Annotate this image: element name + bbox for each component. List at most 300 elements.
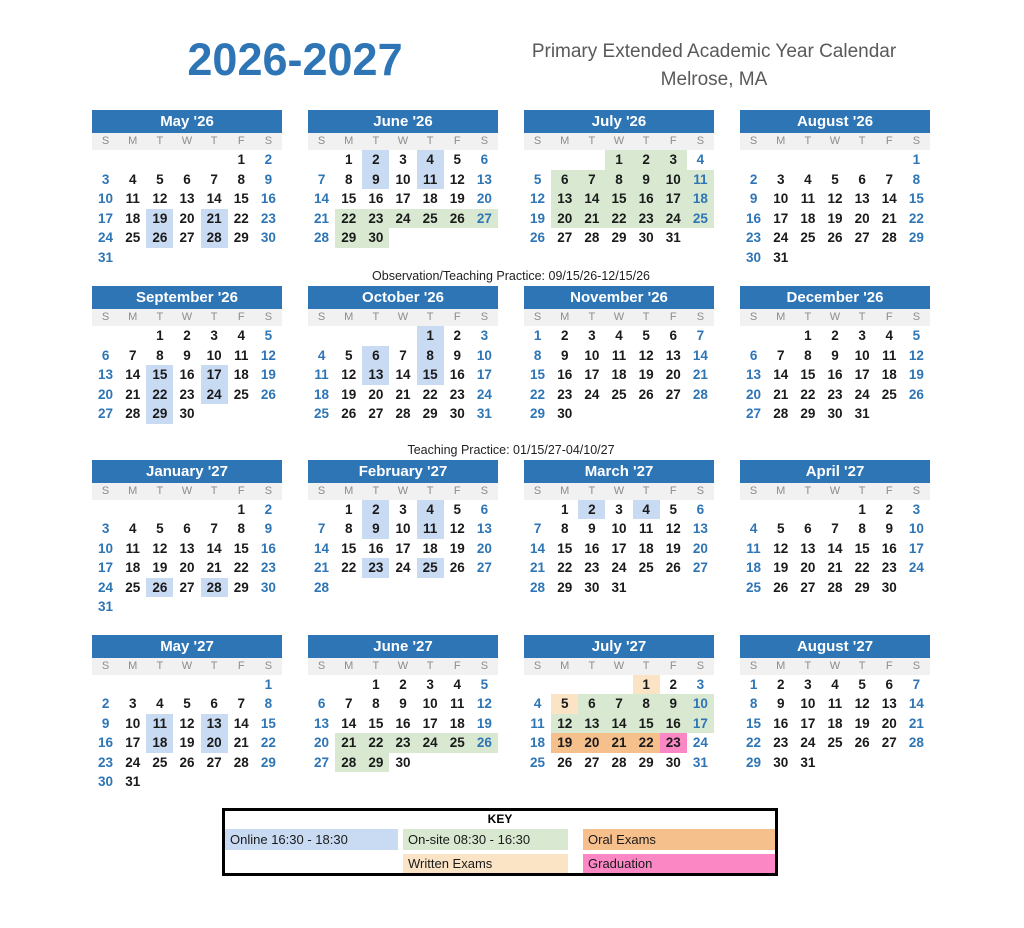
week-row — [308, 326, 498, 346]
weekday-letter: M — [128, 311, 138, 323]
day-cell: 8 — [372, 696, 380, 711]
day-cell: 10 — [476, 347, 492, 363]
day-cell: 5 — [264, 328, 273, 343]
week-row — [740, 578, 930, 598]
day-cell: 17 — [611, 540, 627, 556]
weekday-header-row — [308, 658, 498, 675]
day-cell: 4 — [831, 676, 839, 692]
day-cell: 27 — [476, 560, 492, 575]
week-row — [524, 228, 714, 248]
day-cell: 14 — [578, 189, 605, 209]
day-cell: 31 — [476, 406, 492, 421]
weekday-letter: M — [344, 135, 354, 147]
day-cell-empty — [767, 150, 794, 170]
day-cell: 6 — [210, 696, 218, 711]
day-cell: 16 — [773, 715, 789, 731]
month-title: May '26 — [92, 110, 282, 133]
weekday-header-row — [524, 309, 714, 326]
month-july-26 — [524, 110, 714, 248]
day-cell: 15 — [146, 365, 173, 385]
day-cell: 20 — [578, 733, 605, 753]
day-cell: 26 — [471, 733, 498, 753]
key-entry-graduation: Graduation — [583, 854, 775, 873]
day-cell: 5 — [642, 328, 650, 343]
day-cell: 5 — [551, 694, 578, 714]
weekday-letter: W — [613, 311, 625, 323]
day-cell: 15 — [605, 189, 632, 209]
day-cell-empty — [335, 675, 362, 695]
day-cell: 19 — [449, 540, 465, 556]
day-cell: 4 — [237, 328, 246, 343]
weekday-letter: F — [237, 311, 245, 323]
day-cell: 23 — [557, 386, 573, 402]
day-cell: 29 — [530, 406, 546, 421]
day-cell: 2 — [399, 676, 407, 692]
day-cell-empty — [876, 248, 903, 268]
weekday-letter: T — [156, 311, 164, 323]
day-cell-empty — [660, 578, 687, 598]
calendar-row-jan-apr-27 — [92, 460, 930, 617]
day-cell-empty — [821, 753, 848, 773]
day-cell: 10 — [98, 540, 114, 556]
day-cell: 11 — [146, 714, 173, 734]
day-cell: 9 — [885, 521, 894, 536]
day-cell: 15 — [368, 715, 384, 731]
weekday-letter: S — [696, 659, 705, 672]
day-cell: 21 — [578, 209, 605, 229]
day-cell-empty — [308, 326, 335, 346]
weekday-letter: S — [749, 311, 758, 323]
day-cell: 12 — [152, 191, 168, 206]
day-cell: 15 — [233, 540, 249, 556]
day-cell-empty — [173, 772, 200, 792]
month-title: February '27 — [308, 460, 498, 483]
month-august-27 — [740, 635, 930, 773]
day-cell: 14 — [314, 540, 330, 556]
day-cell: 6 — [183, 521, 191, 536]
day-cell: 31 — [854, 406, 870, 421]
weekday-letter: T — [426, 311, 434, 323]
day-cell-empty — [740, 150, 767, 170]
day-cell: 22 — [605, 209, 632, 229]
day-cell: 5 — [183, 696, 191, 711]
weekday-header-row — [92, 309, 282, 326]
day-cell-empty — [444, 228, 471, 248]
day-cell: 11 — [234, 347, 249, 363]
day-cell: 28 — [908, 735, 924, 750]
day-cell-empty — [228, 772, 255, 792]
weekday-letter: F — [885, 311, 893, 323]
day-cell: 21 — [201, 209, 228, 229]
weekday-letter: T — [804, 659, 812, 672]
day-cell-empty — [740, 326, 767, 346]
weekday-letter: M — [776, 311, 786, 323]
day-cell: 8 — [533, 347, 542, 363]
day-cell: 24 — [611, 560, 627, 575]
day-cell-empty — [201, 772, 228, 792]
day-cell: 30 — [746, 249, 762, 265]
day-cell: 9 — [588, 521, 596, 536]
week-row — [740, 675, 930, 695]
weekday-letter: S — [101, 484, 110, 497]
day-cell: 1 — [372, 676, 380, 692]
day-cell: 24 — [125, 754, 141, 770]
day-cell: 19 — [260, 367, 276, 382]
weekday-letter: T — [642, 135, 650, 147]
day-cell-empty — [687, 578, 714, 598]
day-cell: 15 — [530, 367, 546, 382]
week-row — [92, 150, 282, 170]
day-cell: 13 — [362, 365, 389, 385]
weekday-letter: T — [858, 659, 866, 672]
week-row — [740, 385, 930, 405]
day-cell: 27 — [800, 579, 816, 595]
day-cell: 28 — [530, 579, 546, 595]
day-cell: 3 — [696, 676, 705, 692]
day-cell: 14 — [341, 715, 357, 731]
day-cell-empty — [173, 597, 200, 617]
day-cell-empty — [578, 675, 605, 695]
day-cell: 24 — [98, 230, 114, 245]
day-cell: 20 — [179, 560, 195, 575]
weekday-letter: S — [533, 311, 542, 323]
day-cell: 24 — [773, 230, 789, 245]
weekday-letter: F — [885, 135, 893, 147]
day-cell: 1 — [605, 150, 632, 170]
day-cell-empty — [821, 150, 848, 170]
day-cell: 9 — [362, 519, 389, 539]
day-cell: 18 — [638, 540, 654, 556]
day-cell: 12 — [449, 171, 465, 187]
day-cell: 4 — [128, 521, 137, 536]
weekday-letter: T — [642, 659, 650, 672]
day-cell: 14 — [881, 191, 897, 206]
day-cell: 31 — [800, 754, 816, 770]
day-cell: 10 — [611, 521, 627, 536]
day-cell: 24 — [584, 386, 600, 402]
day-cell: 13 — [551, 189, 578, 209]
week-row — [740, 170, 930, 190]
day-cell: 30 — [395, 754, 411, 770]
day-cell: 25 — [827, 735, 843, 750]
day-cell-empty — [444, 578, 471, 598]
week-row — [308, 733, 498, 753]
day-cell: 20 — [800, 560, 816, 575]
day-cell-empty — [444, 753, 471, 773]
week-row — [740, 248, 930, 268]
day-cell: 8 — [912, 171, 921, 187]
day-cell: 9 — [776, 696, 785, 711]
week-row — [308, 694, 498, 714]
day-cell: 8 — [633, 694, 660, 714]
day-cell-empty — [92, 326, 119, 346]
day-cell: 18 — [687, 189, 714, 209]
weekday-letter: S — [749, 484, 758, 497]
day-cell: 6 — [749, 347, 758, 363]
day-cell: 3 — [101, 521, 110, 536]
day-cell: 1 — [344, 152, 353, 167]
day-cell: 21 — [692, 367, 708, 382]
day-cell: 7 — [317, 521, 326, 536]
day-cell: 17 — [800, 715, 816, 731]
day-cell-empty — [228, 248, 255, 268]
day-cell: 1 — [749, 676, 758, 692]
week-row — [92, 578, 282, 598]
day-cell: 27 — [368, 406, 384, 421]
weekday-letter: M — [344, 659, 354, 672]
day-cell: 24 — [417, 733, 444, 753]
day-cell: 20 — [476, 540, 492, 556]
day-cell: 23 — [746, 230, 762, 245]
day-cell: 7 — [399, 347, 407, 363]
day-cell: 22 — [233, 210, 249, 226]
day-cell: 26 — [341, 406, 357, 421]
day-cell: 17 — [773, 210, 789, 226]
week-row — [308, 170, 498, 190]
day-cell: 14 — [827, 540, 843, 556]
day-cell: 7 — [912, 676, 921, 692]
day-cell-empty — [660, 404, 687, 424]
day-cell: 24 — [692, 735, 708, 750]
day-cell: 13 — [746, 367, 762, 382]
day-cell: 12 — [551, 714, 578, 734]
day-cell: 23 — [260, 560, 276, 575]
day-cell: 12 — [341, 367, 357, 382]
day-cell: 27 — [471, 209, 498, 229]
day-cell: 21 — [206, 560, 222, 575]
week-row — [92, 170, 282, 190]
day-cell-empty — [417, 753, 444, 773]
day-cell: 14 — [908, 696, 924, 711]
day-cell-empty — [687, 228, 714, 248]
week-row — [308, 539, 498, 559]
day-cell: 10 — [800, 696, 816, 711]
weekday-letter: M — [128, 135, 138, 147]
day-cell-empty — [119, 326, 146, 346]
day-cell: 11 — [417, 170, 444, 190]
month-june-27 — [308, 635, 498, 773]
day-cell-empty — [389, 326, 416, 346]
day-cell-empty — [308, 675, 335, 695]
day-cell: 26 — [449, 560, 465, 575]
day-cell: 8 — [417, 346, 444, 366]
day-cell: 20 — [98, 386, 114, 402]
day-cell: 9 — [183, 347, 191, 363]
day-cell: 23 — [449, 386, 465, 402]
day-cell: 15 — [417, 365, 444, 385]
day-cell: 17 — [395, 191, 411, 206]
day-cell: 6 — [669, 328, 678, 343]
week-row — [308, 558, 498, 578]
day-cell: 2 — [885, 501, 894, 517]
key-entry-oral: Oral Exams — [583, 829, 775, 850]
day-cell: 2 — [578, 500, 605, 520]
day-cell: 28 — [611, 754, 627, 770]
day-cell: 18 — [611, 367, 627, 382]
week-row — [308, 519, 498, 539]
weekday-letter: W — [829, 311, 841, 323]
weekday-letter: F — [669, 135, 677, 147]
day-cell: 30 — [584, 579, 600, 595]
day-cell: 13 — [98, 367, 114, 382]
month-june-26 — [308, 110, 498, 248]
month-title: April '27 — [740, 460, 930, 483]
day-cell: 16 — [633, 189, 660, 209]
day-cell: 12 — [827, 191, 843, 206]
day-cell: 26 — [444, 209, 471, 229]
day-cell: 12 — [179, 715, 195, 731]
month-title: September '26 — [92, 286, 282, 309]
weekday-letter: T — [804, 135, 812, 147]
weekday-letter: T — [804, 311, 812, 323]
day-cell: 28 — [773, 406, 789, 421]
weekday-letter: F — [885, 659, 893, 672]
day-cell: 16 — [98, 735, 114, 750]
page-title: 2026-2027 — [187, 34, 403, 85]
weekday-letter: T — [588, 311, 596, 323]
day-cell: 27 — [179, 230, 195, 245]
day-cell: 4 — [453, 676, 462, 692]
day-cell: 23 — [362, 558, 389, 578]
day-cell: 3 — [426, 676, 434, 692]
day-cell: 16 — [368, 191, 384, 206]
weekday-letter: F — [237, 135, 245, 147]
week-row — [92, 189, 282, 209]
day-cell: 7 — [237, 696, 246, 711]
day-cell: 7 — [605, 694, 632, 714]
day-cell: 4 — [533, 696, 542, 711]
day-cell: 19 — [341, 386, 357, 402]
day-cell-empty — [201, 675, 228, 695]
week-row — [92, 519, 282, 539]
week-row — [524, 519, 714, 539]
day-cell: 5 — [858, 676, 866, 692]
day-cell: 27 — [557, 230, 573, 245]
week-row — [92, 346, 282, 366]
weekday-letter: M — [344, 484, 354, 497]
day-cell: 31 — [773, 249, 789, 265]
day-cell: 29 — [611, 230, 627, 245]
day-cell: 27 — [98, 406, 114, 421]
day-cell: 2 — [633, 150, 660, 170]
day-cell: 23 — [584, 560, 600, 575]
day-cell: 30 — [260, 579, 276, 595]
week-row — [524, 189, 714, 209]
month-title: July '26 — [524, 110, 714, 133]
day-cell: 28 — [314, 230, 330, 245]
day-cell: 3 — [480, 328, 489, 343]
day-cell: 29 — [638, 754, 654, 770]
day-cell-empty — [524, 500, 551, 520]
day-cell: 3 — [776, 171, 785, 187]
day-cell: 30 — [179, 406, 195, 421]
weekday-letter: F — [885, 484, 893, 497]
week-row — [524, 365, 714, 385]
weekday-letter: W — [613, 659, 625, 672]
day-cell: 9 — [362, 170, 389, 190]
day-cell-empty — [92, 500, 119, 520]
weekday-letter: W — [181, 311, 193, 323]
day-cell: 11 — [746, 540, 761, 556]
day-cell: 2 — [453, 328, 462, 343]
day-cell-empty — [173, 248, 200, 268]
day-cell: 7 — [885, 171, 894, 187]
weekday-letter: W — [181, 484, 193, 497]
day-cell: 7 — [344, 696, 353, 711]
day-cell: 1 — [560, 501, 569, 517]
day-cell: 4 — [615, 328, 623, 343]
weekday-letter: S — [912, 311, 921, 323]
weekday-letter: S — [317, 311, 326, 323]
day-cell-empty — [201, 248, 228, 268]
day-cell: 21 — [395, 386, 411, 402]
day-cell: 17 — [98, 560, 114, 575]
day-cell: 26 — [854, 735, 870, 750]
day-cell: 3 — [660, 150, 687, 170]
day-cell: 16 — [260, 191, 276, 206]
day-cell: 4 — [417, 500, 444, 520]
weekday-letter: F — [453, 659, 461, 672]
week-row — [308, 578, 498, 598]
day-cell: 17 — [476, 367, 492, 382]
day-cell-empty — [767, 326, 794, 346]
day-cell: 7 — [831, 521, 839, 536]
day-cell: 19 — [827, 210, 843, 226]
weekday-letter: T — [858, 135, 866, 147]
day-cell: 4 — [633, 500, 660, 520]
day-cell: 31 — [125, 774, 141, 789]
day-cell: 7 — [210, 171, 218, 187]
day-cell: 5 — [776, 521, 785, 536]
day-cell-empty — [92, 150, 119, 170]
day-cell: 16 — [395, 715, 411, 731]
day-cell: 12 — [638, 347, 654, 363]
day-cell: 13 — [881, 696, 897, 711]
day-cell: 21 — [233, 735, 249, 750]
weekday-letter: F — [453, 484, 461, 497]
week-row — [308, 365, 498, 385]
day-cell: 1 — [804, 328, 812, 343]
weekday-letter: W — [181, 659, 193, 672]
day-cell: 20 — [476, 191, 492, 206]
week-row — [92, 209, 282, 229]
day-cell: 22 — [800, 386, 816, 402]
week-row — [740, 519, 930, 539]
day-cell: 9 — [264, 521, 273, 536]
day-cell-empty — [146, 772, 173, 792]
day-cell: 19 — [908, 367, 924, 382]
day-cell: 12 — [530, 191, 546, 206]
month-title: November '26 — [524, 286, 714, 309]
day-cell: 17 — [854, 367, 870, 382]
day-cell: 14 — [233, 715, 249, 731]
day-cell: 13 — [578, 714, 605, 734]
day-cell: 28 — [201, 228, 228, 248]
day-cell: 18 — [146, 733, 173, 753]
day-cell: 24 — [908, 560, 924, 575]
key-title: KEY — [487, 811, 513, 826]
week-row — [308, 346, 498, 366]
week-row — [740, 694, 930, 714]
week-row — [92, 597, 282, 617]
day-cell-empty — [551, 675, 578, 695]
day-cell: 23 — [633, 209, 660, 229]
week-row — [92, 753, 282, 773]
weekday-letter: T — [858, 484, 866, 497]
weekday-letter: T — [588, 135, 596, 147]
day-cell: 10 — [422, 696, 438, 711]
weekday-header-row — [740, 133, 930, 150]
